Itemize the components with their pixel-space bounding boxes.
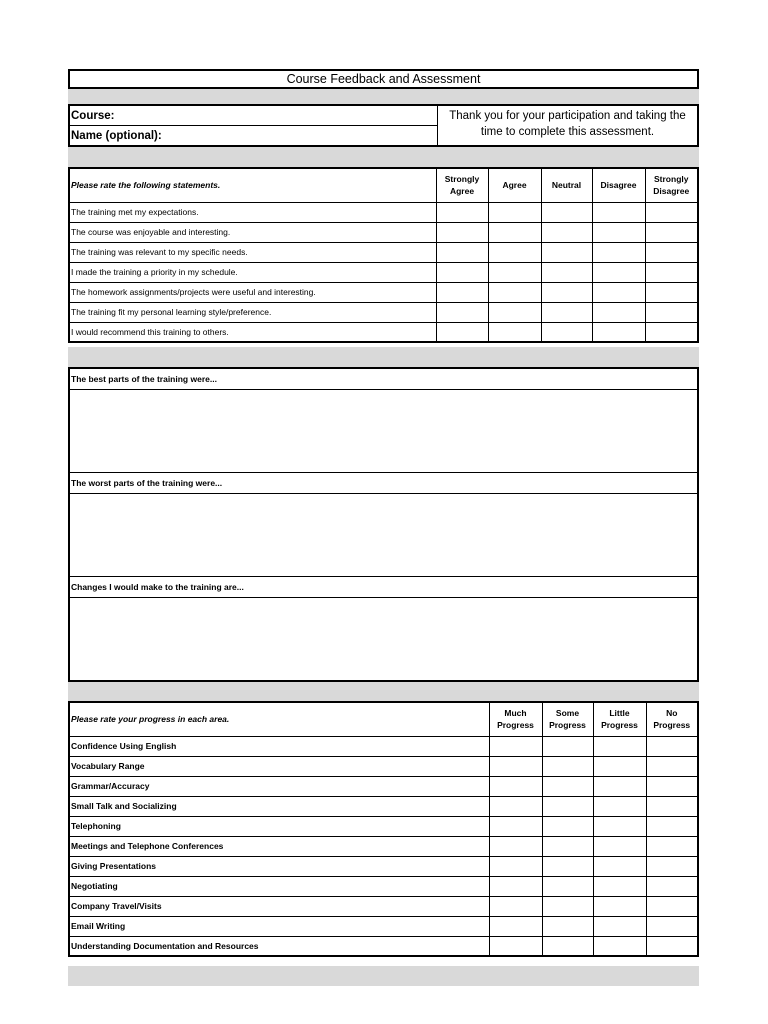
- table-row: [69, 816, 698, 836]
- progress-cell[interactable]: [489, 916, 542, 936]
- rating-cell[interactable]: [592, 302, 645, 322]
- progress-cell[interactable]: [489, 936, 542, 956]
- progress-cell[interactable]: [489, 776, 542, 796]
- rating-cell[interactable]: [541, 282, 592, 302]
- worst-parts-textarea[interactable]: [70, 494, 697, 577]
- table-row: [69, 756, 698, 776]
- table-row: [69, 856, 698, 876]
- rating-cell[interactable]: [645, 222, 698, 242]
- table-row: [69, 896, 698, 916]
- statement-label: The training fit my personal learning style/preference.: [69, 302, 436, 322]
- area-label: Negotiating: [69, 876, 489, 896]
- rating-cell[interactable]: [488, 242, 541, 262]
- table-row: [69, 876, 698, 896]
- rating-cell[interactable]: [541, 222, 592, 242]
- thank-you-note: Thank you for your participation and taking the time to complete this assessment.: [449, 110, 686, 138]
- table-row: [69, 262, 698, 282]
- changes-textarea[interactable]: [70, 598, 697, 680]
- progress-cell[interactable]: [646, 876, 698, 896]
- column-header: Strongly Disagree: [645, 168, 698, 202]
- changes-label: Changes I would make to the training are...: [70, 577, 697, 598]
- progress-cell[interactable]: [489, 836, 542, 856]
- statement-label: I made the training a priority in my schedule.: [69, 262, 436, 282]
- gray-band: [68, 89, 699, 104]
- rating-cell[interactable]: [541, 262, 592, 282]
- progress-cell[interactable]: [489, 816, 542, 836]
- table-row: [69, 302, 698, 322]
- progress-cell[interactable]: [593, 796, 646, 816]
- rating-cell[interactable]: [436, 282, 488, 302]
- progress-cell[interactable]: [542, 876, 593, 896]
- progress-cell[interactable]: [542, 816, 593, 836]
- rating-cell[interactable]: [436, 262, 488, 282]
- statement-label: The training met my expectations.: [69, 202, 436, 222]
- rating-cell[interactable]: [436, 222, 488, 242]
- progress-cell[interactable]: [489, 736, 542, 756]
- statement-rating-table: [68, 167, 699, 343]
- progress-rating-table: [68, 701, 699, 957]
- rating-cell[interactable]: [592, 282, 645, 302]
- progress-cell[interactable]: [542, 836, 593, 856]
- rating-cell[interactable]: [645, 242, 698, 262]
- rating-cell[interactable]: [592, 262, 645, 282]
- name-field[interactable]: Name (optional):: [71, 130, 162, 142]
- progress-cell[interactable]: [593, 916, 646, 936]
- progress-cell[interactable]: [489, 856, 542, 876]
- comments-section: [68, 367, 699, 682]
- table-row: [69, 242, 698, 262]
- column-header: Much Progress: [489, 702, 542, 736]
- column-header: No Progress: [646, 702, 698, 736]
- area-label: Meetings and Telephone Conferences: [69, 836, 489, 856]
- area-label: Giving Presentations: [69, 856, 489, 876]
- progress-cell[interactable]: [489, 876, 542, 896]
- progress-cell[interactable]: [593, 816, 646, 836]
- gray-band: [68, 347, 699, 367]
- rating-cell[interactable]: [541, 322, 592, 342]
- column-header: Disagree: [592, 168, 645, 202]
- table-row: [69, 796, 698, 816]
- progress-cell[interactable]: [489, 896, 542, 916]
- column-header: Little Progress: [593, 702, 646, 736]
- table-header-row: [69, 702, 698, 736]
- gray-band: [68, 147, 699, 167]
- progress-cell[interactable]: [646, 896, 698, 916]
- area-label: Grammar/Accuracy: [69, 776, 489, 796]
- info-block: [68, 104, 699, 147]
- gray-band: [68, 682, 699, 701]
- progress-cell[interactable]: [593, 876, 646, 896]
- statement-label: The course was enjoyable and interesting.: [69, 222, 436, 242]
- course-field[interactable]: Course:: [70, 106, 437, 126]
- rating-cell[interactable]: [488, 202, 541, 222]
- rating-cell[interactable]: [645, 302, 698, 322]
- column-header: Neutral: [541, 168, 592, 202]
- progress-cell[interactable]: [542, 856, 593, 876]
- rating-cell[interactable]: [488, 262, 541, 282]
- progress-cell[interactable]: [646, 736, 698, 756]
- progress-cell[interactable]: [542, 796, 593, 816]
- area-label: Small Talk and Socializing: [69, 796, 489, 816]
- statement-label: The homework assignments/projects were useful and interesting.: [69, 282, 436, 302]
- best-parts-label: The best parts of the training were...: [70, 369, 697, 390]
- area-label: Vocabulary Range: [69, 756, 489, 776]
- rating-cell[interactable]: [488, 302, 541, 322]
- progress-cell[interactable]: [646, 936, 698, 956]
- column-header: Agree: [488, 168, 541, 202]
- progress-cell[interactable]: [542, 776, 593, 796]
- column-header: Strongly Agree: [436, 168, 488, 202]
- area-label: Understanding Documentation and Resources: [69, 936, 489, 956]
- progress-cell[interactable]: [542, 916, 593, 936]
- progress-cell[interactable]: [542, 936, 593, 956]
- progress-cell[interactable]: [593, 936, 646, 956]
- table-row: [69, 776, 698, 796]
- rating-cell[interactable]: [645, 202, 698, 222]
- table-row: [69, 836, 698, 856]
- table-row: [69, 916, 698, 936]
- statement-label: The training was relevant to my specific needs.: [69, 242, 436, 262]
- statement-label: I would recommend this training to others.: [69, 322, 436, 342]
- rating-cell[interactable]: [592, 322, 645, 342]
- rating-instructions: Please rate the following statements.: [69, 168, 436, 202]
- area-label: Telephoning: [69, 816, 489, 836]
- progress-cell[interactable]: [593, 856, 646, 876]
- progress-cell[interactable]: [593, 736, 646, 756]
- rating-cell[interactable]: [645, 282, 698, 302]
- table-row: [69, 736, 698, 756]
- progress-cell[interactable]: [542, 756, 593, 776]
- table-row: [69, 202, 698, 222]
- rating-cell[interactable]: [541, 202, 592, 222]
- progress-cell[interactable]: [489, 756, 542, 776]
- rating-cell[interactable]: [436, 302, 488, 322]
- progress-cell[interactable]: [542, 896, 593, 916]
- progress-cell[interactable]: [646, 856, 698, 876]
- progress-cell[interactable]: [593, 756, 646, 776]
- rating-cell[interactable]: [541, 242, 592, 262]
- progress-cell[interactable]: [593, 776, 646, 796]
- table-row: [69, 282, 698, 302]
- table-row: [69, 936, 698, 956]
- column-header: Some Progress: [542, 702, 593, 736]
- progress-instructions: Please rate your progress in each area.: [69, 702, 489, 736]
- rating-cell[interactable]: [436, 242, 488, 262]
- worst-parts-label: The worst parts of the training were...: [70, 473, 697, 494]
- rating-cell[interactable]: [645, 262, 698, 282]
- page-title: Course Feedback and Assessment: [68, 69, 699, 89]
- area-label: Company Travel/Visits: [69, 896, 489, 916]
- progress-cell[interactable]: [646, 816, 698, 836]
- area-label: Confidence Using English: [69, 736, 489, 756]
- rating-cell[interactable]: [592, 202, 645, 222]
- rating-cell[interactable]: [488, 282, 541, 302]
- area-label: Email Writing: [69, 916, 489, 936]
- progress-cell[interactable]: [646, 916, 698, 936]
- rating-cell[interactable]: [541, 302, 592, 322]
- progress-cell[interactable]: [489, 796, 542, 816]
- gray-band: [68, 966, 699, 986]
- rating-cell[interactable]: [592, 242, 645, 262]
- progress-cell[interactable]: [646, 776, 698, 796]
- table-row: [69, 222, 698, 242]
- progress-cell[interactable]: [646, 796, 698, 816]
- table-header-row: [69, 168, 698, 202]
- rating-cell[interactable]: [436, 202, 488, 222]
- progress-cell[interactable]: [542, 736, 593, 756]
- rating-cell[interactable]: [592, 222, 645, 242]
- table-row: [69, 322, 698, 342]
- progress-cell[interactable]: [593, 896, 646, 916]
- best-parts-textarea[interactable]: [70, 390, 697, 473]
- rating-cell[interactable]: [488, 222, 541, 242]
- rating-cell[interactable]: [645, 322, 698, 342]
- progress-cell[interactable]: [593, 836, 646, 856]
- progress-cell[interactable]: [646, 756, 698, 776]
- progress-cell[interactable]: [646, 836, 698, 856]
- rating-cell[interactable]: [436, 322, 488, 342]
- rating-cell[interactable]: [488, 322, 541, 342]
